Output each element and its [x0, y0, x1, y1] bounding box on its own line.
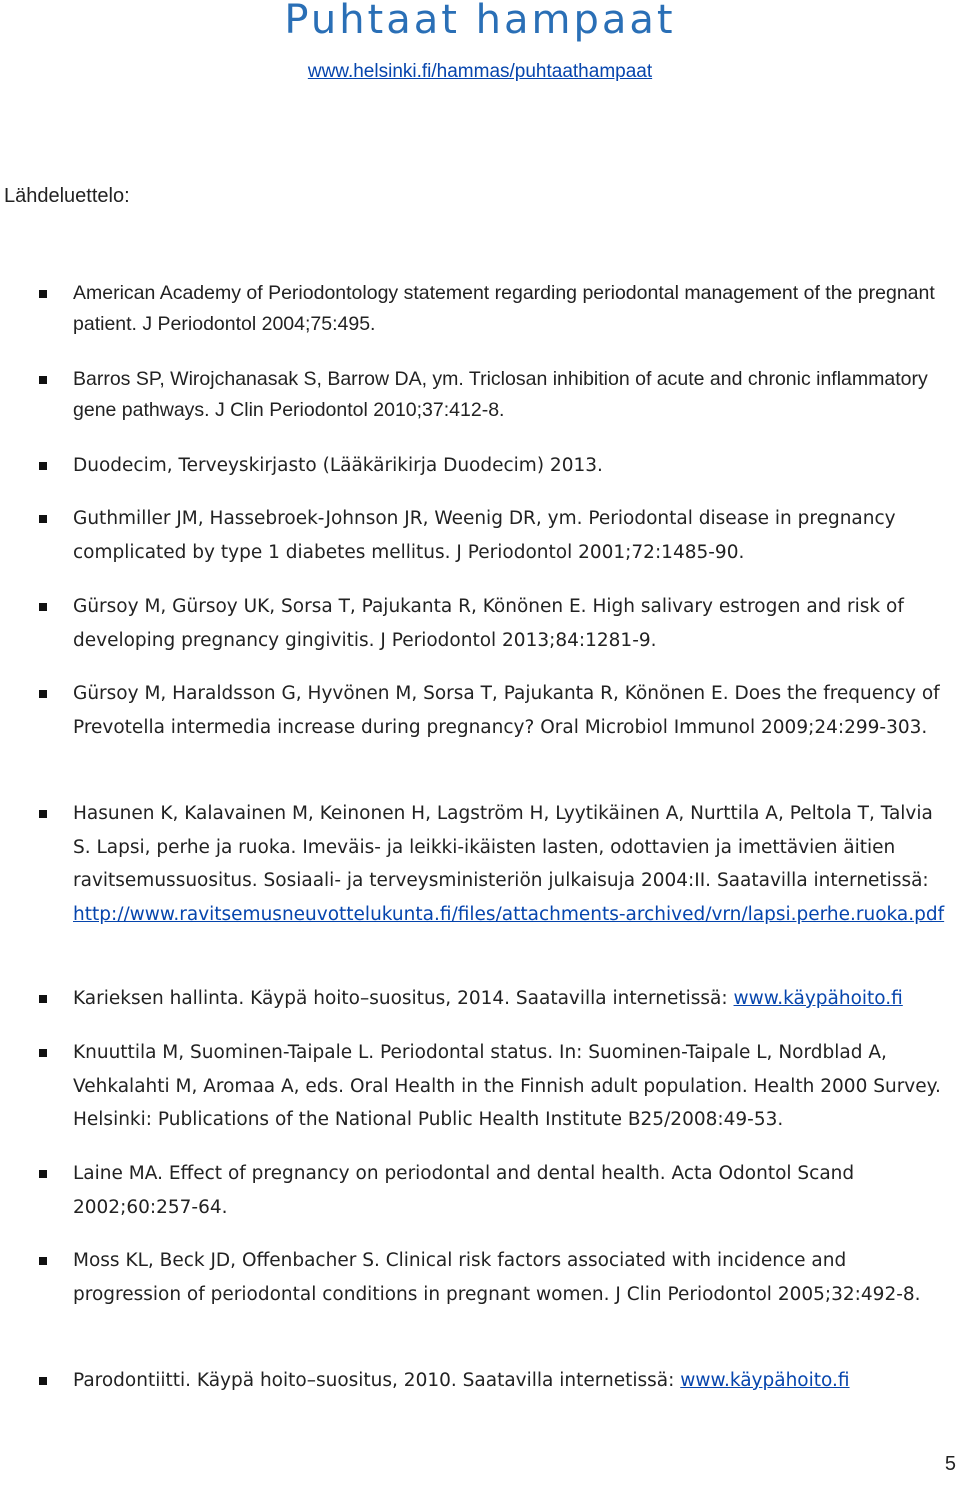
reference-link[interactable]: www.käypähoito.fi [733, 988, 903, 1009]
reference-item [73, 1036, 953, 1137]
reference-item [73, 1244, 953, 1311]
reference-link[interactable]: www.käypähoito.fi [680, 1370, 850, 1391]
reference-link[interactable]: http://www.ravitsemusneuvottelukunta.fi/files/attachments-archived/vrn/lapsi.perhe.ruoka.pdf [73, 903, 945, 925]
reference-text: Parodontiitti. Käypä hoito–suositus, 2010. Saatavilla internetissä: [73, 1370, 681, 1391]
reference-text: Barros SP, Wirojchanasak S, Barrow DA, ym. Triclosan inhibition of acute and chronic inflammatory gene pathways. J Clin Periodontol 2010;37:412-8. [73, 368, 928, 421]
reference-item [73, 278, 953, 340]
reference-text: Hasunen K, Kalavainen M, Keinonen H, Lagström H, Lyytikäinen A, Nurttila A, Peltola T, Talvia S. Lapsi, perhe ja ruoka. Imeväis- ja leikki-ikäisten lasten, odottavien ja imettävien äitien ravitsemussuositus. Sosiaali- ja terveysministeriön julkaisuja 2004:II. Saatavilla internetissä: [73, 803, 933, 891]
bullet-icon [39, 1170, 47, 1178]
reference-item [73, 797, 953, 931]
reference-text: Karieksen hallinta. Käypä hoito–suositus, 2014. Saatavilla internetissä: [73, 988, 734, 1009]
reference-text: American Academy of Periodontology statement regarding periodontal management of the pregnant patient. J Periodontol 2004;75:495. [73, 282, 935, 335]
reference-text: Duodecim, Terveyskirjasto (Lääkärikirja Duodecim) 2013. [73, 455, 603, 476]
reference-item [73, 590, 953, 657]
reference-text: Gürsoy M, Gürsoy UK, Sorsa T, Pajukanta R, Könönen E. High salivary estrogen and risk of developing pregnancy gingivitis. J Periodontol 2013;84:1281-9. [73, 596, 904, 651]
bullet-icon [39, 690, 47, 698]
bullet-icon [39, 810, 47, 818]
reference-item [73, 1157, 953, 1224]
bullet-icon [39, 515, 47, 523]
bullet-icon [39, 462, 47, 470]
reference-text: Knuuttila M, Suominen-Taipale L. Periodontal status. In: Suominen-Taipale L, Nordblad A, Vehkalahti M, Aromaa A, eds. Oral Health in the Finnish adult population. Health 2000 Survey. Helsinki: Publications of the National Public Health Institute B25/2008:49-53. [73, 1042, 941, 1130]
bullet-icon [39, 1049, 47, 1057]
reference-item [73, 364, 953, 426]
bullet-icon [39, 290, 47, 298]
reference-text: Laine MA. Effect of pregnancy on periodontal and dental health. Acta Odontol Scand 2002;60:257-64. [73, 1163, 855, 1218]
reference-text: Guthmiller JM, Hassebroek-Johnson JR, Weenig DR, ym. Periodontal disease in pregnancy complicated by type 1 diabetes mellitus. J Periodontol 2001;72:1485-90. [73, 508, 896, 563]
section-heading: Lähdeluettelo: [4, 185, 130, 207]
reference-text: Gürsoy M, Haraldsson G, Hyvönen M, Sorsa T, Pajukanta R, Könönen E. Does the frequency of Prevotella intermedia increase during pregnancy? Oral Microbiol Immunol 2009;24:299-303. [73, 683, 940, 738]
reference-item [73, 1364, 953, 1398]
reference-item [73, 982, 953, 1016]
bullet-icon [39, 1377, 47, 1385]
bullet-icon [39, 376, 47, 384]
page-title: Puhtaat hampaat [284, 0, 676, 43]
reference-text: Moss KL, Beck JD, Offenbacher S. Clinical risk factors associated with incidence and progression of periodontal conditions in pregnant women. J Clin Periodontol 2005;32:492-8. [73, 1250, 921, 1305]
page-number: 5 [944, 1453, 956, 1475]
reference-item [73, 677, 953, 744]
bullet-icon [39, 603, 47, 611]
bullet-icon [39, 1257, 47, 1265]
site-link[interactable]: www.helsinki.fi/hammas/puhtaathampaat [307, 61, 653, 82]
reference-item [73, 449, 953, 483]
reference-item [73, 502, 953, 569]
bullet-icon [39, 995, 47, 1003]
